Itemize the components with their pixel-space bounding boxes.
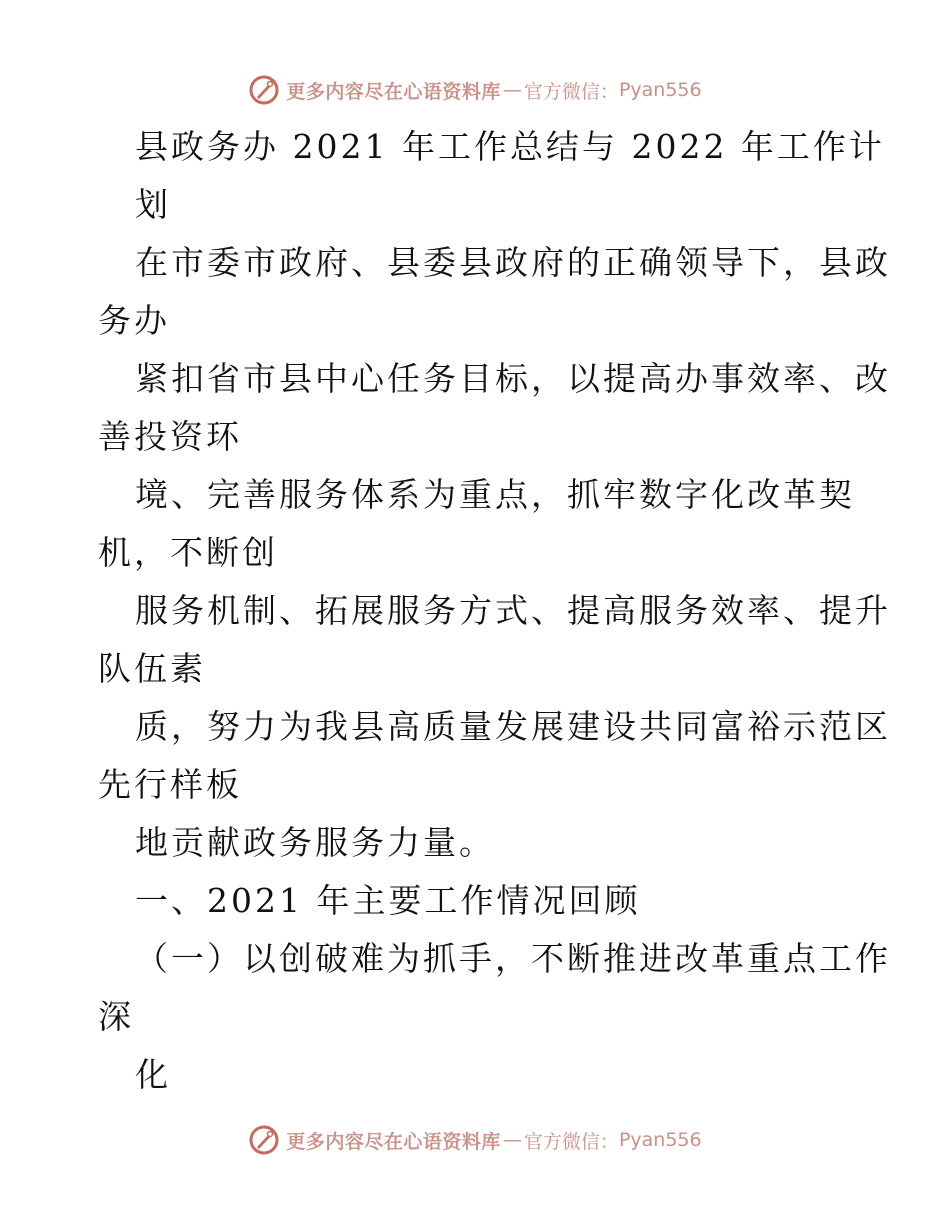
watermark-id: Pyan556 xyxy=(618,79,702,101)
paragraph-line: 善投资环 xyxy=(98,417,242,456)
document-title-line-2: 划 xyxy=(135,185,171,224)
paragraph-line: 在市委市政府、县委县政府的正确领导下，县政 xyxy=(135,243,891,282)
paragraph-line: 机，不断创 xyxy=(98,533,278,572)
paragraph-line: 地贡献政务服务力量。 xyxy=(135,823,495,862)
subsection-heading-wrap: 深 xyxy=(98,997,134,1036)
paragraph-line: 务办 xyxy=(98,301,170,340)
subsection-heading: （一）以创破难为抓手，不断推进改革重点工作 xyxy=(135,939,891,978)
watermark-text: 更多内容尽在心语资料库 xyxy=(286,1130,501,1153)
watermark-banner-bottom xyxy=(0,1120,950,1160)
quill-logo-icon xyxy=(248,74,280,106)
paragraph-line: 队伍素 xyxy=(98,649,206,688)
paragraph-line: 境、完善服务体系为重点，抓牢数字化改革契 xyxy=(135,475,855,514)
watermark-id: Pyan556 xyxy=(618,1129,702,1151)
watermark-label: 官方微信： xyxy=(523,1130,619,1153)
paragraph-line: 服务机制、拓展服务方式、提高服务效率、提升 xyxy=(135,591,891,630)
paragraph-line: 紧扣省市县中心任务目标，以提高办事效率、改 xyxy=(135,359,891,398)
watermark-separator: — xyxy=(502,79,522,101)
document-title-line-1: 县政务办 2021 年工作总结与 2022 年工作计 xyxy=(135,127,885,166)
quill-logo-icon xyxy=(248,1124,280,1156)
watermark-separator: — xyxy=(502,1129,522,1151)
section-heading: 一、2021 年主要工作情况回顾 xyxy=(135,881,641,920)
watermark-label: 官方微信： xyxy=(523,80,619,103)
subsection-heading-wrap: 化 xyxy=(135,1055,171,1094)
watermark-text: 更多内容尽在心语资料库 xyxy=(286,80,501,103)
watermark-banner-top xyxy=(0,70,950,110)
paragraph-line: 先行样板 xyxy=(98,765,242,804)
paragraph-line: 质，努力为我县高质量发展建设共同富裕示范区 xyxy=(135,707,891,746)
